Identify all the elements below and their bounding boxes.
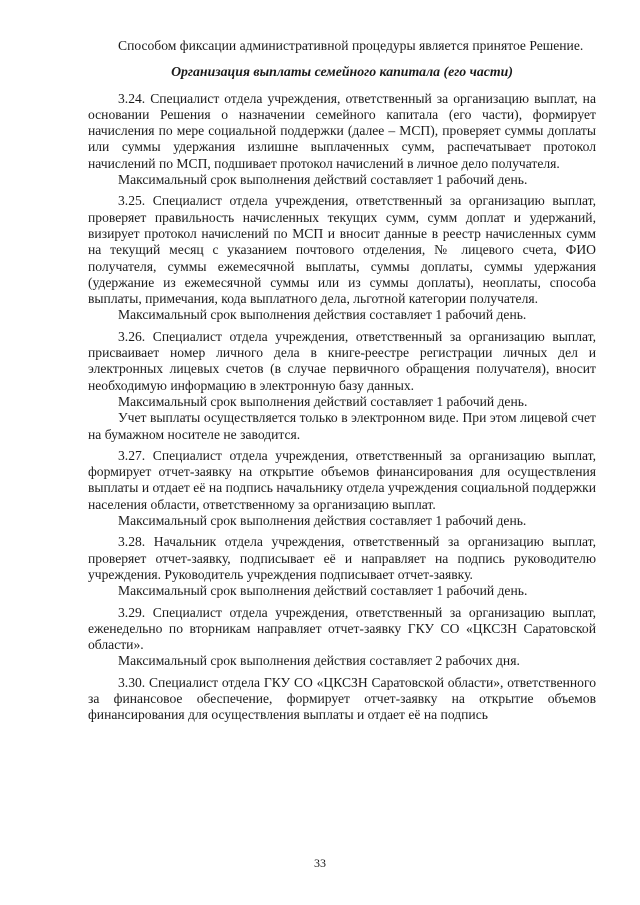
paragraph-3-24: 3.24. Специалист отдела учреждения, ответственный за организацию выплат, на основании Решения о назначении семейного капитала (его части), формирует начисления по мере социальной поддержки (далее – МСП), проверяет суммы доплаты или суммы удержания излишне выплаченных сумм, распечатывает протокол начислений по МСП, подшивает протокол начислений в личное дело получателя. (88, 90, 596, 171)
paragraph-3-26: 3.26. Специалист отдела учреждения, ответственный за организацию выплат, присваивает номер личного дела в книге-реестре регистрации личных дел и электронных лицевых счетов (в случае первичного обращения получателя), вносит необходимую информацию в электронную базу данных. (88, 328, 596, 393)
intro-paragraph: Способом фиксации административной процедуры является принятое Решение. (118, 38, 584, 53)
paragraph-3-27: 3.27. Специалист отдела учреждения, ответственный за организацию выплат, формирует отчет-заявку на открытие объемов финансирования для осуществления выплаты и отдает её на подпись начальнику отдела учреждения социальной поддержки населения области, ответственному за организацию выплат. (88, 447, 596, 512)
paragraph-3-28-term: Максимальный срок выполнения действий составляет 1 рабочий день. (118, 583, 528, 599)
page-number: 33 (314, 856, 326, 870)
section-heading: Организация выплаты семейного капитала (его части) (171, 64, 513, 80)
paragraph-3-29: 3.29. Специалист отдела учреждения, ответственный за организацию выплат, еженедельно по вторникам направляет отчет-заявку ГКУ СО «ЦКСЗН Саратовской области». (88, 604, 596, 653)
paragraph-3-29-term: Максимальный срок выполнения действия составляет 2 рабочих дня. (118, 653, 520, 669)
paragraph-3-25: 3.25. Специалист отдела учреждения, ответственный за организацию выплат, проверяет правильность начисленных текущих сумм, сумм доплат и удержаний, визирует протокол начислений по МСП и вносит данные в реестр начисленных сумм на текущий месяц с указанием почтового отделения, № лицевого счета, ФИО получателя, суммы ежемесячной выплаты, суммы доплаты, суммы удержания (удержание из ежемесячной суммы или из суммы доплаты), неоплаты, способа выплаты, примечания, кода выплатного дела, льготной категории получателя. (88, 193, 596, 307)
paragraph-3-24-term: Максимальный срок выполнения действий составляет 1 рабочий день. (118, 172, 528, 188)
document-page (88, 38, 596, 724)
paragraph-3-25-term: Максимальный срок выполнения действия составляет 1 рабочий день. (118, 307, 527, 323)
paragraph-3-27-term: Максимальный срок выполнения действия составляет 1 рабочий день. (118, 513, 527, 529)
paragraph-3-26-note: Учет выплаты осуществляется только в электронном виде. При этом лицевой счет на бумажном носителе не заводится. (88, 410, 596, 442)
paragraph-3-30: 3.30. Специалист отдела ГКУ СО «ЦКСЗН Саратовской области», ответственного за финансовое обеспечение, формирует отчет-заявку на открытие объемов финансирования для осуществления выплаты и отдает её на подпись (88, 674, 596, 723)
paragraph-3-26-term: Максимальный срок выполнения действий составляет 1 рабочий день. (118, 393, 528, 409)
paragraph-3-28: 3.28. Начальник отдела учреждения, ответственный за организацию выплат, проверяет отчет-заявку, подписывает её и направляет на подпись руководителю учреждения. Руководитель учреждения подписывает отчет-заявку. (88, 534, 596, 582)
